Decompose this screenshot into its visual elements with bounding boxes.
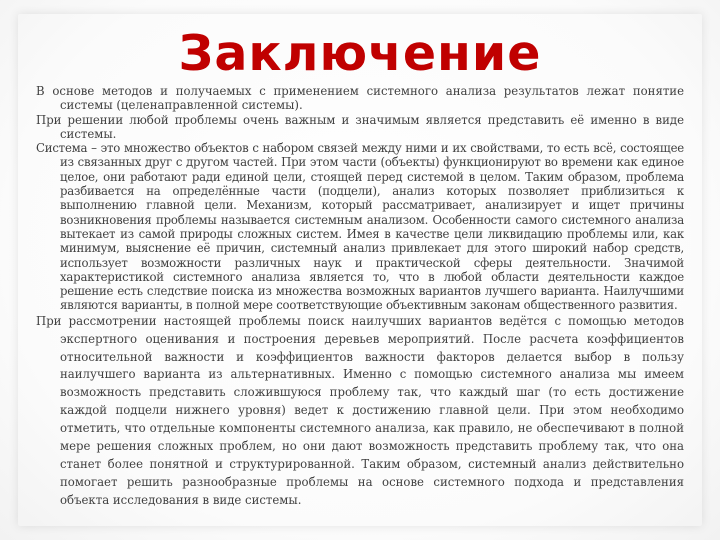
paragraph-1: В основе методов и получаемых с применением системного анализа результатов лежат понятие системы (целенаправленной системы).: [36, 84, 684, 113]
paragraph-4: При рассмотрении настоящей проблемы поиск наилучших вариантов ведётся с помощью методов экспертного оценивания и построения деревьев мероприятий. После расчета коэффициентов относительной важности и коэффициентов важности факторов делается выбор в пользу наилучшего варианта из альтернативных. Именно с помощью системного анализа мы имеем возможность представить сложившуюся проблему так, что каждый шаг (то есть достижение каждой подцели нижнего уровня) ведет к достижению главной цели. При этом необходимо отметить, что отдельные компоненты системного анализа, как правило, не обеспечивают в полной мере решения сложных проблем, но они дают возможность представить проблему так, что она станет более понятной и структурированной. Таким образом, системный анализ действительно помогает решить разнообразные проблемы на основе системного подхода и представления объекта исследования в виде системы.: [36, 313, 684, 507]
paragraph-3: Система – это множество объектов с набором связей между ними и их свойствами, то есть всё, состоящее из связанных друг с другом частей. При этом части (объекты) функционируют во времени как единое целое, они работают ради единой цели, стоящей перед системой в целом. Таким образом, проблема разбивается на определённые части (подцели), анализ которых позволяет приблизиться к выполнению главной цели. Механизм, который рассматривает, анализирует и ищет причины возникновения проблемы называется системным анализом. Особенности самого системного анализа вытекает из самой природы сложных систем. Имея в качестве цели ликвидацию проблемы или, как минимум, выяснение её причин, системный анализ привлекает для этого широкий набор средств, использует возможности различных наук и практической сферы деятельности. Значимой характеристикой системного анализа является то, что в любой области деятельности каждое решение есть следствие поиска из множества возможных вариантов лучшего варианта. Наилучшими являются варианты, в полной мере соответствующие объективным законам общественного развития.: [36, 141, 684, 313]
slide-title: Заключение: [178, 25, 542, 82]
slide-body: [36, 84, 684, 510]
paragraph-2: При решении любой проблемы очень важным и значимым является представить её именно в виде системы.: [36, 112, 684, 141]
